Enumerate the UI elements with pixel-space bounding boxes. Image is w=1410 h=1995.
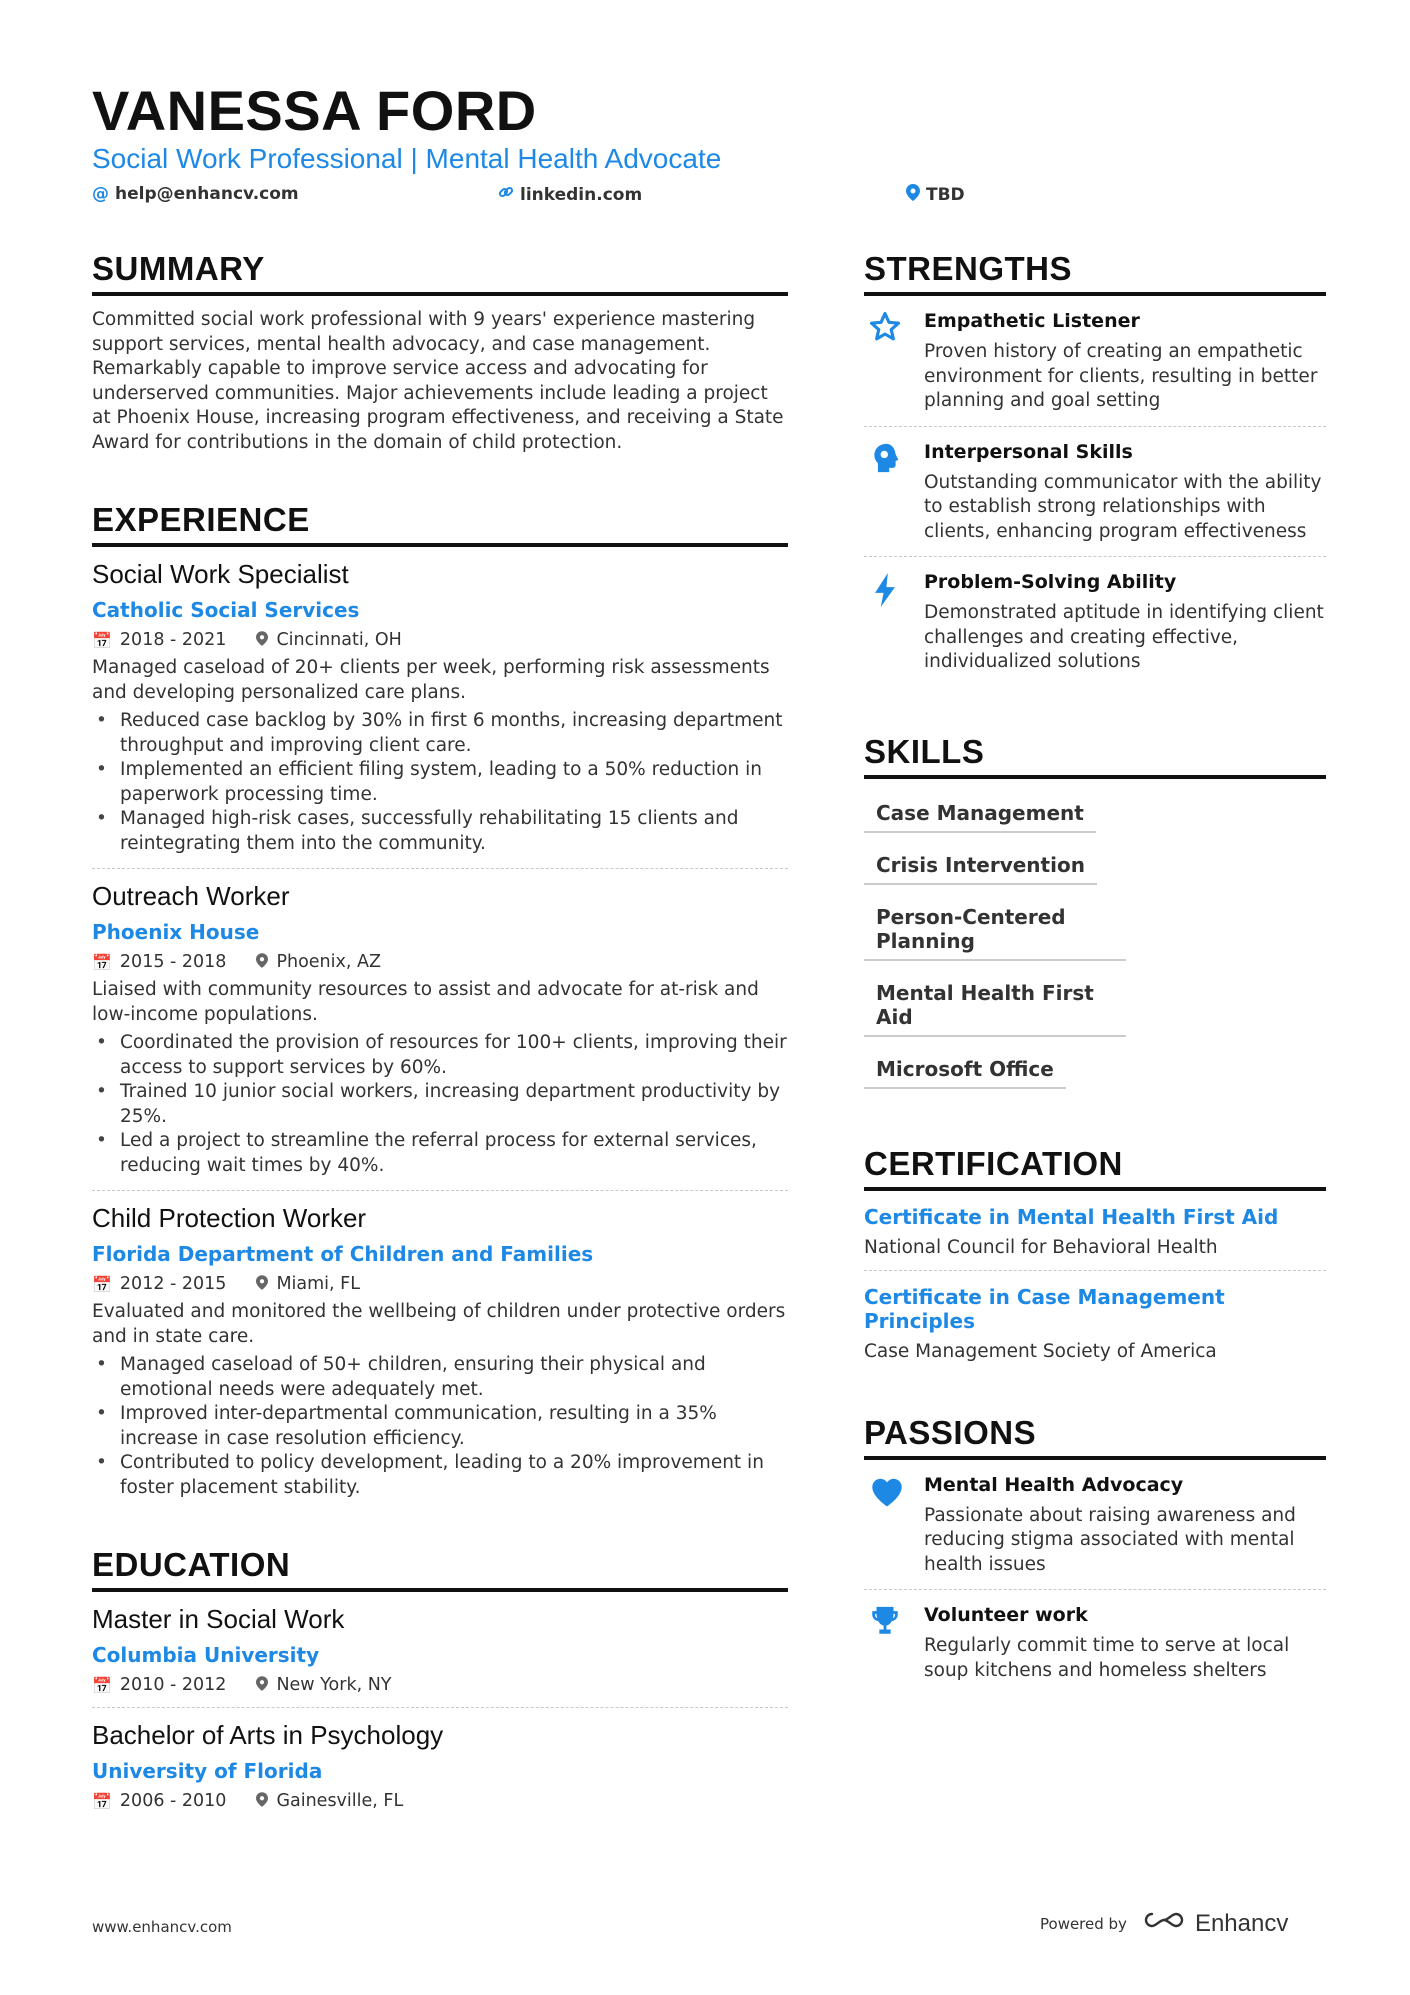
map-pin-icon — [256, 1275, 268, 1294]
education-meta — [92, 1675, 788, 1695]
contact-location — [906, 184, 965, 206]
passion-title: Volunteer work — [924, 1604, 1088, 1626]
degree-title: Bachelor of Arts in Psychology — [92, 1720, 444, 1750]
job-description: Evaluated and monitored the wellbeing of children under protective orders and in state care. — [92, 1301, 786, 1347]
passion-item — [864, 1460, 1326, 1591]
strength-item — [864, 296, 1326, 427]
certification-heading: CERTIFICATION — [864, 1145, 1326, 1191]
job-meta — [92, 1274, 788, 1294]
certification-issuer: National Council for Behavioral Health — [864, 1236, 1218, 1258]
link-icon — [498, 184, 514, 205]
bolt-icon — [864, 571, 924, 675]
job-bullet: • Implemented an efficient filing system, leading to a 50% reduction in paperwork processing time. — [92, 758, 788, 807]
certification-item — [864, 1271, 1326, 1374]
job-description: Liaised with community resources to assist and advocate for at-risk and low-income populations. — [92, 979, 759, 1025]
company-name[interactable]: Phoenix House — [92, 920, 260, 944]
job-dates: 2018 - 2021 — [119, 630, 227, 650]
strength-title: Empathetic Listener — [924, 310, 1140, 332]
job-location: Phoenix, AZ — [276, 952, 381, 972]
job-title: Outreach Worker — [92, 881, 290, 911]
location-text: TBD — [926, 185, 965, 205]
education-item — [92, 1592, 788, 1708]
right-column — [864, 250, 1326, 1695]
email-text: help@enhancv.com — [115, 184, 299, 204]
company-name[interactable]: Catholic Social Services — [92, 598, 360, 622]
skills-heading: SKILLS — [864, 733, 1326, 779]
strengths-heading: STRENGTHS — [864, 250, 1326, 296]
job-title: Child Protection Worker — [92, 1203, 367, 1233]
heart-icon — [864, 1474, 924, 1578]
education-location: Gainesville, FL — [276, 1791, 404, 1811]
job-title: Social Work Specialist — [92, 559, 349, 589]
contact-email[interactable] — [92, 184, 299, 204]
skill-tag: Case Management — [864, 785, 1096, 833]
education-dates: 2006 - 2010 — [119, 1791, 227, 1811]
job-location: Cincinnati, OH — [276, 630, 402, 650]
experience-item — [92, 869, 788, 1191]
strength-text: Outstanding communicator with the ability to establish strong relationships with clients, enhancing program effectiveness — [924, 471, 1322, 542]
passion-text: Passionate about raising awareness and reducing stigma associated with mental health issues — [924, 1504, 1296, 1575]
strength-item — [864, 557, 1326, 687]
skill-tag: Microsoft Office — [864, 1041, 1066, 1089]
strength-text: Proven history of creating an empathetic environment for clients, resulting in better planning and goal setting — [924, 341, 1318, 411]
job-bullet: • Improved inter-departmental communication, resulting in a 35% increase in case resolution efficiency. — [92, 1402, 788, 1451]
summary-text: Committed social work professional with 9 years' experience mastering support services, mental health advocacy, and case management. Remarkably capable to improve service access and advocating for underserved communities. Major achievements include leading a project at Phoenix House, increasing program effectiveness, and receiving a State Award for contributions in the domain of child protection. — [92, 309, 784, 453]
job-bullet: • Managed high-risk cases, successfully rehabilitating 15 clients and reintegrating them into the community. — [92, 807, 788, 856]
calendar-icon: 📅 — [92, 630, 112, 650]
strength-text: Demonstrated aptitude in identifying client challenges and creating effective, individualized solutions — [924, 602, 1324, 672]
skill-tag: Person-Centered Planning — [864, 889, 1126, 961]
degree-title: Master in Social Work — [92, 1604, 345, 1634]
job-dates: 2015 - 2018 — [119, 952, 227, 972]
job-bullet: • Coordinated the provision of resources for 100+ clients, improving their access to support services by 60%. — [92, 1031, 788, 1080]
brand-logo — [1141, 1908, 1288, 1939]
job-bullet: • Reduced case backlog by 30% in first 6 months, increasing department throughput and improving client care. — [92, 709, 788, 758]
skill-tag: Mental Health First Aid — [864, 965, 1126, 1037]
map-pin-icon — [256, 631, 268, 650]
strength-title: Interpersonal Skills — [924, 440, 1133, 463]
calendar-icon: 📅 — [92, 1274, 112, 1294]
brand-name: Enhancv — [1194, 1909, 1289, 1937]
map-pin-icon — [256, 953, 268, 972]
job-bullet: • Managed caseload of 50+ children, ensuring their physical and emotional needs were adequately met. — [92, 1353, 788, 1402]
job-bullet: • Trained 10 junior social workers, increasing department productivity by 25%. — [92, 1080, 788, 1129]
job-dates: 2012 - 2015 — [119, 1274, 227, 1294]
candidate-name: VANESSA FORD — [92, 79, 537, 142]
powered-by-label: Powered by — [1040, 1914, 1127, 1933]
skills-list — [864, 785, 1326, 1093]
passions-heading: PASSIONS — [864, 1414, 1326, 1460]
strength-item — [864, 427, 1326, 558]
calendar-icon: 📅 — [92, 1675, 112, 1695]
passion-item — [864, 1590, 1326, 1695]
map-pin-icon — [256, 1676, 268, 1695]
map-pin-icon — [906, 184, 920, 206]
job-bullet: • Led a project to streamline the referral process for external services, reducing wait times by 40%. — [92, 1129, 788, 1178]
passion-title: Mental Health Advocacy — [924, 1473, 1184, 1496]
skill-tag: Crisis Intervention — [864, 837, 1097, 885]
trophy-icon — [864, 1604, 924, 1683]
experience-heading: EXPERIENCE — [92, 501, 788, 547]
job-bullet: • Contributed to policy development, leading to a 20% improvement in foster placement stability. — [92, 1451, 788, 1500]
map-pin-icon — [256, 1792, 268, 1811]
experience-item — [92, 547, 788, 869]
education-meta — [92, 1791, 788, 1811]
certification-item — [864, 1191, 1326, 1271]
star-icon — [864, 310, 924, 414]
candidate-headline: Social Work Professional | Mental Health Advocate — [92, 143, 722, 174]
certification-issuer: Case Management Society of America — [864, 1340, 1217, 1362]
job-location: Miami, FL — [276, 1274, 360, 1294]
school-name[interactable]: Columbia University — [92, 1643, 320, 1667]
job-meta — [92, 630, 788, 650]
job-description: Managed caseload of 20+ clients per week, performing risk assessments and developing personalized care plans. — [92, 657, 770, 703]
footer-branding[interactable] — [1040, 1908, 1288, 1939]
summary-heading: SUMMARY — [92, 250, 788, 296]
experience-item — [92, 1191, 788, 1500]
school-name[interactable]: University of Florida — [92, 1759, 323, 1783]
job-bullets — [92, 1353, 788, 1500]
company-name[interactable]: Florida Department of Children and Families — [92, 1242, 594, 1266]
contact-linkedin[interactable] — [498, 184, 642, 205]
education-dates: 2010 - 2012 — [119, 1675, 227, 1695]
infinity-logo-icon — [1141, 1908, 1187, 1939]
job-bullets — [92, 1031, 788, 1178]
education-location: New York, NY — [276, 1675, 392, 1695]
at-icon: @ — [92, 184, 109, 204]
education-heading: EDUCATION — [92, 1546, 788, 1592]
passion-text: Regularly commit time to serve at local soup kitchens and homeless shelters — [924, 1635, 1290, 1681]
job-bullets — [92, 709, 788, 856]
left-column — [92, 250, 788, 1811]
calendar-icon: 📅 — [92, 952, 112, 972]
certification-title[interactable]: Certificate in Case Management Principles — [864, 1284, 1225, 1333]
linkedin-text: linkedin.com — [520, 184, 643, 205]
education-item — [92, 1708, 788, 1811]
footer-website[interactable]: www.enhancv.com — [92, 1918, 232, 1936]
job-meta — [92, 952, 788, 972]
certification-title[interactable]: Certificate in Mental Health First Aid — [864, 1204, 1279, 1229]
strength-title: Problem-Solving Ability — [924, 571, 1177, 593]
head-icon — [864, 441, 924, 545]
calendar-icon: 📅 — [92, 1791, 112, 1811]
